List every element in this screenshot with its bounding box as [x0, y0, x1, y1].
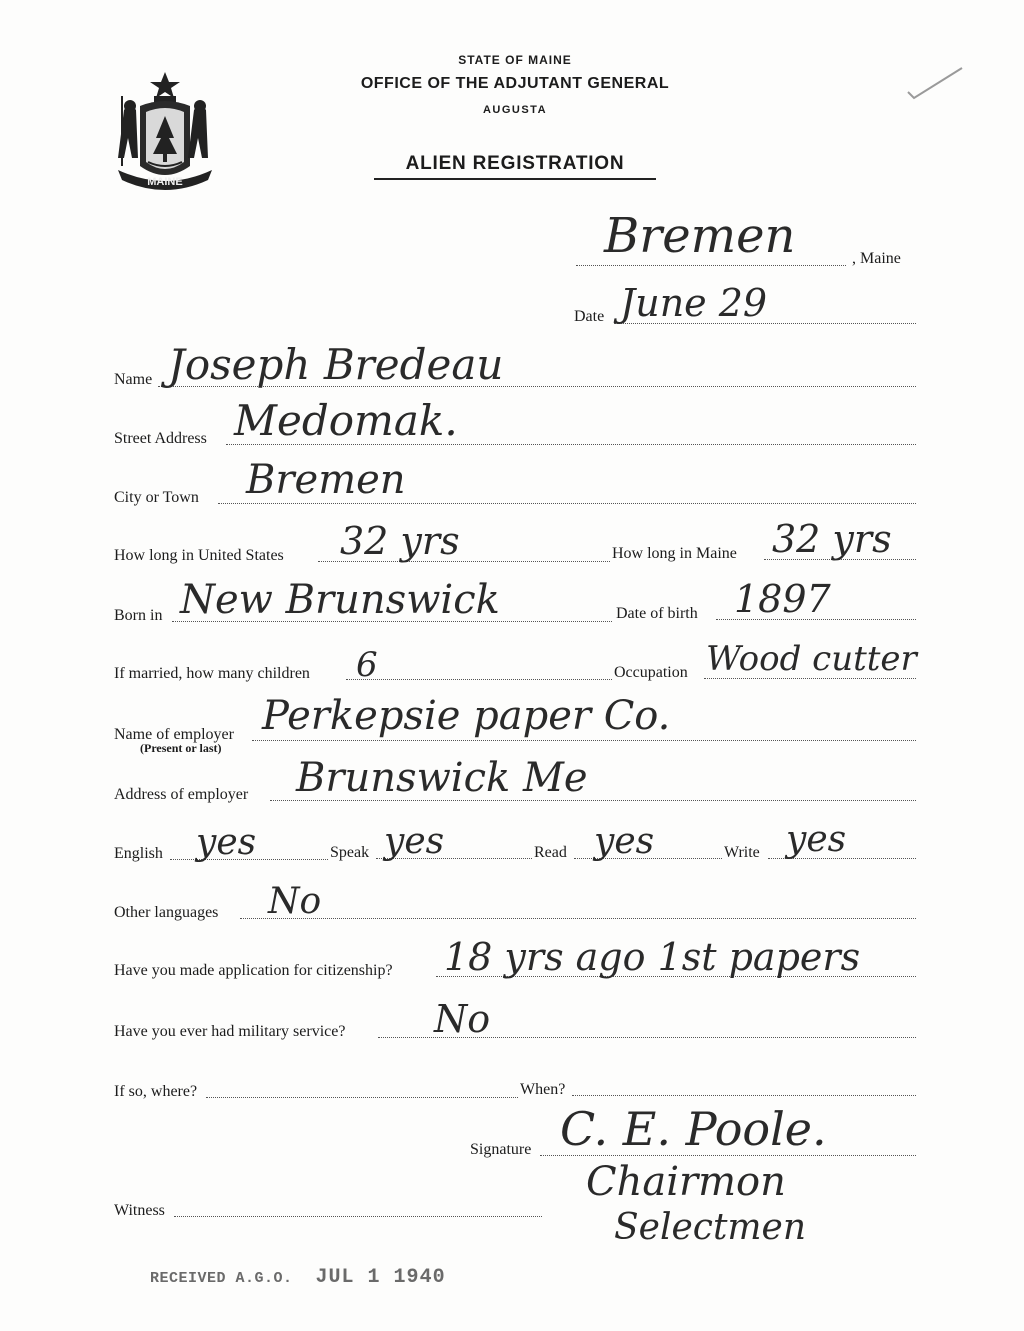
received-stamp [150, 1266, 446, 1289]
other-lang-label: Other languages [114, 904, 219, 921]
born-label: Born in [114, 607, 163, 624]
write-label: Write [724, 844, 760, 861]
citizenship-label: Have you made application for citizenship? [114, 962, 393, 979]
us-years-value[interactable]: 32 yrs [340, 519, 460, 563]
read-label: Read [534, 844, 567, 861]
maine-years-label: How long in Maine [612, 545, 737, 562]
children-value[interactable]: 6 [356, 645, 378, 685]
place-line [576, 265, 846, 266]
english-label: English [114, 845, 163, 862]
city-value[interactable]: Bremen [246, 457, 406, 503]
write-value[interactable]: yes [786, 819, 847, 860]
citizenship-value[interactable]: 18 yrs ago 1st papers [444, 935, 861, 979]
occupation-label: Occupation [614, 664, 688, 681]
seal-ribbon-text: MAINE [147, 176, 183, 188]
children-line [346, 679, 612, 680]
signature-value[interactable]: C. E. Poole. [560, 1102, 827, 1156]
maine-years-value[interactable]: 32 yrs [772, 517, 892, 561]
other-lang-value[interactable]: No [268, 881, 322, 922]
city-label: City or Town [114, 489, 199, 506]
signature-label: Signature [470, 1141, 532, 1158]
street-value[interactable]: Medomak. [234, 396, 458, 445]
date-value[interactable]: June 29 [620, 281, 768, 325]
signer-title-1: Chairmon [586, 1159, 786, 1205]
when-label: When? [520, 1081, 566, 1098]
military-value[interactable]: No [434, 997, 491, 1041]
street-label: Street Address [114, 430, 207, 447]
employer-line [252, 740, 916, 741]
city-line [218, 503, 916, 504]
employer-label: Name of employer [114, 726, 234, 743]
read-value[interactable]: yes [594, 821, 655, 862]
form-title: ALIEN REGISTRATION [405, 153, 625, 174]
when-line [572, 1095, 916, 1096]
where-line [206, 1097, 518, 1098]
employer-address-value[interactable]: Brunswick Me [296, 755, 588, 801]
date-label: Date [574, 308, 605, 325]
check-mark [900, 62, 970, 107]
speak-label: Speak [330, 844, 370, 861]
witness-line [174, 1216, 542, 1217]
name-value[interactable]: Joseph Bredeau [168, 340, 504, 389]
employer-value[interactable]: Perkepsie paper Co. [262, 693, 671, 739]
signer-title-2: Selectmen [614, 1207, 807, 1248]
header-city: AUGUSTA [482, 104, 548, 116]
witness-label: Witness [114, 1202, 165, 1219]
title-underline [374, 178, 656, 180]
place-town[interactable]: Bremen [604, 208, 796, 264]
place-suffix: , Maine [852, 250, 901, 267]
us-years-label: How long in United States [114, 547, 284, 564]
english-value[interactable]: yes [196, 822, 257, 863]
military-label: Have you ever had military service? [114, 1023, 346, 1040]
employer-note: (Present or last) [140, 741, 222, 755]
dob-value[interactable]: 1897 [734, 577, 831, 621]
speak-value[interactable]: yes [384, 821, 445, 862]
name-label: Name [114, 371, 153, 388]
born-value[interactable]: New Brunswick [180, 577, 500, 623]
header-state: STATE OF MAINE [458, 53, 572, 67]
received-stamp-text: RECEIVED A.G.O. [150, 1270, 293, 1287]
occupation-value[interactable]: Wood cutter [706, 639, 917, 679]
where-label: If so, where? [114, 1083, 198, 1100]
other-lang-line [240, 918, 916, 919]
header-office: OFFICE OF THE ADJUTANT GENERAL [360, 75, 670, 92]
received-stamp-date: JUL 1 1940 [315, 1266, 446, 1289]
employer-address-label: Address of employer [114, 786, 249, 803]
dob-label: Date of birth [616, 605, 698, 622]
children-label: If married, how many children [114, 665, 310, 682]
